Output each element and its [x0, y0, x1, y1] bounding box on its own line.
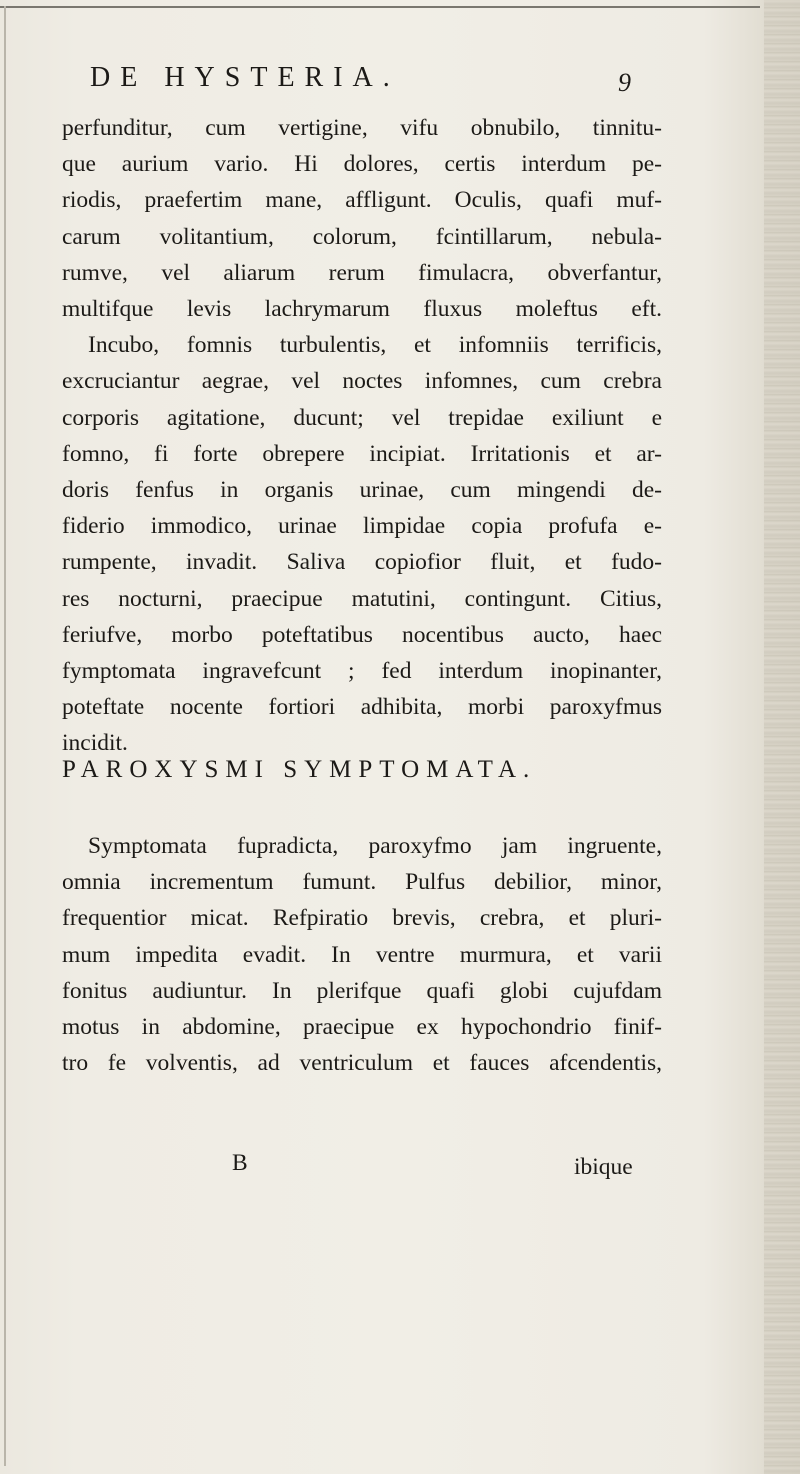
text-line: frequentior micat. Refpiratio brevis, crebra, et pluri- [62, 905, 662, 932]
running-head: DE HYSTERIA. [90, 62, 400, 93]
paragraph-2 [62, 828, 662, 1081]
text-line: Symptomata fupradicta, paroxyfmo jam ingruente, [88, 833, 662, 859]
text-line: riodis, praefertim mane, affligunt. Oculis, quafi muf- [62, 187, 662, 214]
text-line: fiderio immodico, urinae limpidae copia profufa e- [62, 513, 662, 540]
text-line: omnia incrementum fumunt. Pulfus debilior, minor, [62, 869, 662, 896]
page-number: 9 [618, 68, 631, 97]
text-line: rumpente, invadit. Saliva copiofior fluit, et fudo- [62, 549, 662, 576]
text-line: corporis agitatione, ducunt; vel trepidae exiliunt e [62, 404, 662, 431]
footer-line [62, 1150, 662, 1186]
text-line: rumve, vel aliarum rerum fimulacra, obverfantur, [62, 259, 662, 286]
signature-mark: B [232, 1150, 248, 1176]
text-line: res nocturni, praecipue matutini, contingunt. Citius, [62, 585, 662, 612]
text-line: fymptomata ingravefcunt ; fed interdum inopinanter, [62, 658, 662, 685]
top-rule [0, 6, 760, 8]
text-line: excruciantur aegrae, vel noctes infomnes, cum crebra [62, 368, 662, 395]
text-line: que aurium vario. Hi dolores, certis interdum pe- [62, 151, 662, 178]
text-line: motus in abdomine, praecipue ex hypochondrio finif- [62, 1014, 662, 1041]
text-line: feriufve, morbo poteftatibus nocentibus aucto, haec [62, 621, 662, 648]
text-line: perfunditur, cum vertigine, vifu obnubilo, tinnitu- [62, 115, 662, 141]
text-line: multifque levis lachrymarum fluxus moleftus eft. [62, 296, 662, 323]
page-gutter-shadow [764, 0, 800, 1474]
catchword: ibique [574, 1154, 633, 1180]
text-line: incidit. [62, 730, 128, 757]
text-line: poteftate nocente fortiori adhibita, morbi paroxyfmus [62, 694, 662, 721]
text-line: Incubo, fomnis turbulentis, et infomniis terrificis, [88, 332, 662, 359]
text-line: fomno, fi forte obrepere incipiat. Irritationis et ar- [62, 440, 662, 467]
section-heading: PAROXYSMI SYMPTOMATA. [62, 756, 537, 783]
text-line: doris fenfus in organis urinae, cum mingendi de- [62, 477, 662, 504]
text-line: tro fe volventis, ad ventriculum et fauces afcendentis, [62, 1050, 662, 1077]
text-line: carum volitantium, colorum, fcintillarum, nebula- [62, 223, 662, 250]
paragraph-1 [62, 110, 662, 762]
text-line: fonitus audiuntur. In plerifque quafi globi cujufdam [62, 977, 662, 1004]
text-line: mum impedita evadit. In ventre murmura, et varii [62, 941, 662, 968]
left-page-edge [4, 6, 6, 1466]
